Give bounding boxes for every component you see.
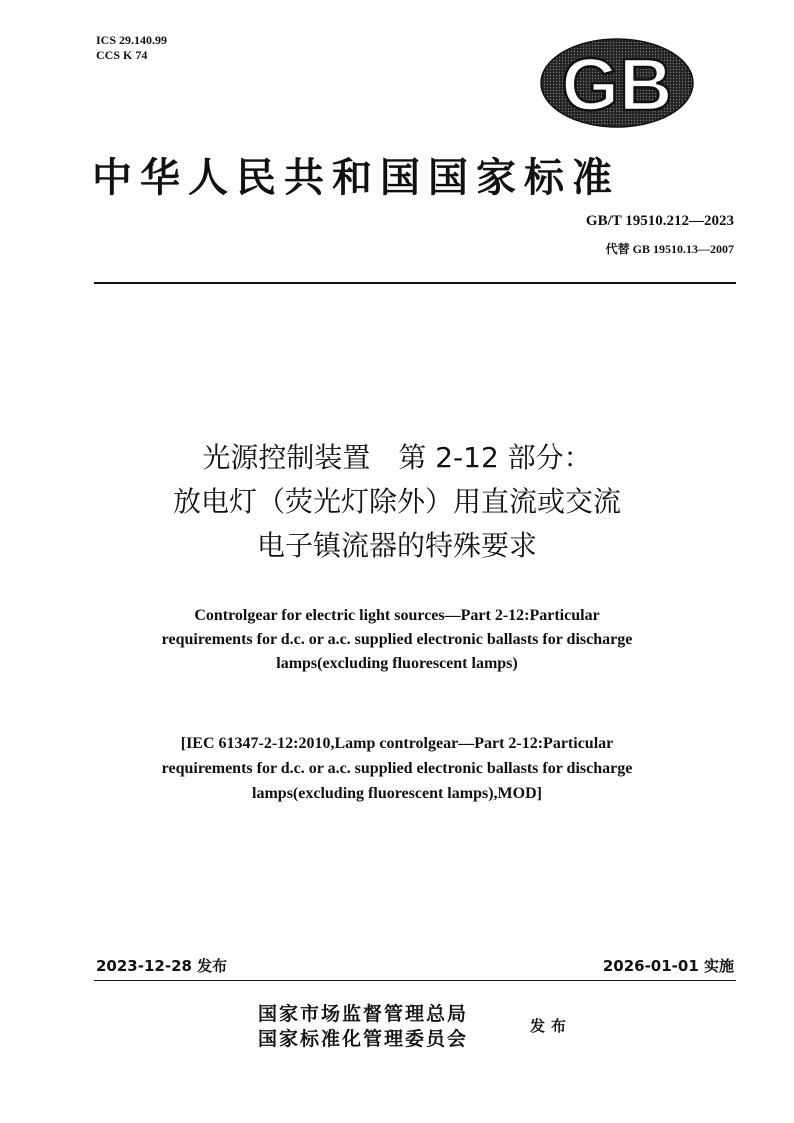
english-title [0, 604, 794, 676]
english-title-line-3: lamps(excluding fluorescent lamps) [276, 655, 518, 672]
english-title-line-2: requirements for d.c. or a.c. supplied electronic ballasts for discharge [161, 631, 633, 648]
chinese-title [0, 436, 794, 568]
header-divider [94, 282, 736, 284]
issuer-samr: 国家市场监督管理总局 [258, 1003, 469, 1025]
ccs-code: CCS K 74 [96, 48, 148, 62]
chinese-title-line-3: 电子镇流器的特殊要求 [256, 529, 537, 562]
publish-date: 2023-12-28 发布 [96, 957, 228, 975]
gb-logo [540, 38, 695, 128]
ics-code: ICS 29.140.99 [96, 33, 168, 47]
issuer-sac: 国家标准化管理委员会 [258, 1028, 469, 1050]
iec-reference-line-2: requirements for d.c. or a.c. supplied electronic ballasts for discharge [161, 760, 633, 777]
english-title-line-1: Controlgear for electric light sources—Part 2-12:Particular [194, 607, 600, 624]
iec-reference-line-3: lamps(excluding fluorescent lamps),MOD] [252, 785, 542, 802]
chinese-title-line-2: 放电灯（荧光灯除外）用直流或交流 [172, 485, 621, 518]
implementation-date: 2026-01-01 实施 [602, 957, 734, 975]
chinese-title-line-1: 光源控制装置 第 2-12 部分： [202, 441, 592, 474]
iec-reference [0, 731, 794, 806]
issue-label: 发布 [530, 1017, 573, 1035]
issuing-authorities [258, 1002, 468, 1052]
gb-logo-text: GB [561, 43, 673, 126]
standard-number: GB/T 19510.212—2023 [585, 213, 734, 229]
replaces-standard: 代替 GB 19510.13—2007 [605, 242, 734, 256]
footer-divider [94, 980, 736, 981]
iec-reference-line-1: [IEC 61347-2-12:2010,Lamp controlgear—Part 2-12:Particular [180, 735, 614, 752]
classification-codes [96, 33, 167, 63]
national-standard-title: 中华人民共和国国家标准 [92, 155, 620, 201]
